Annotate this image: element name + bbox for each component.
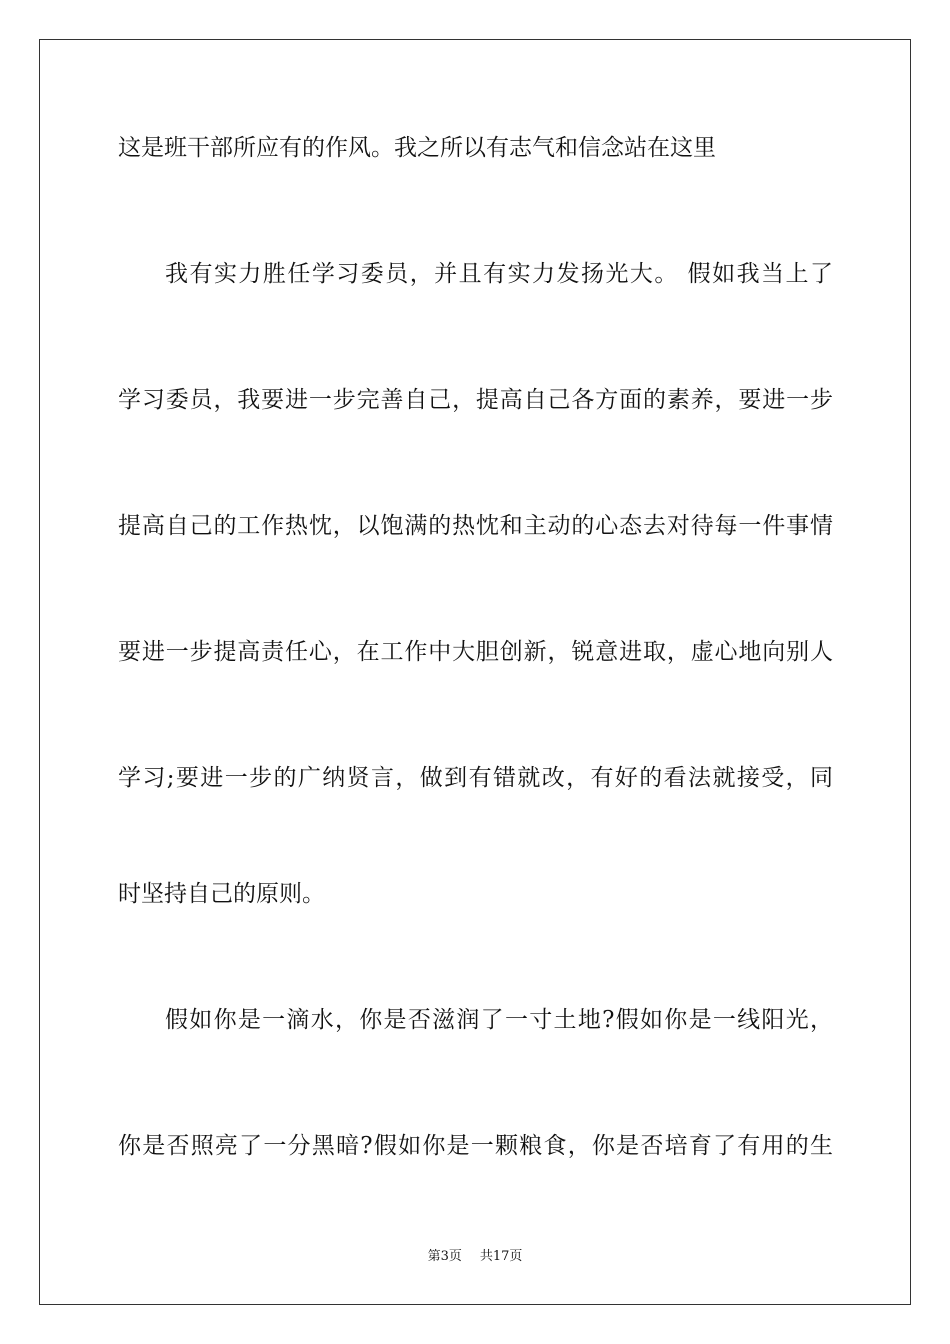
body-text-line: 时坚持自己的原则。 xyxy=(118,881,325,907)
body-text-line: 你是否照亮了一分黑暗?假如你是一颗粮食，你是否培育了有用的生 xyxy=(118,1133,833,1159)
body-text-line: 这是班干部所应有的作风。我之所以有志气和信念站在这里 xyxy=(118,135,716,161)
body-text-line: 要进一步提高责任心，在工作中大胆创新，锐意进取，虚心地向别人 xyxy=(118,639,833,665)
page-total: 共17页 xyxy=(479,1249,523,1264)
body-text-line: 学习委员，我要进一步完善自己，提高自己各方面的素养，要进一步 xyxy=(118,387,833,413)
page-frame xyxy=(39,39,911,1305)
body-text-line: 假如你是一滴水，你是否滋润了一寸土地?假如你是一线阳光， xyxy=(165,1007,833,1033)
page-footer xyxy=(0,1248,950,1266)
body-text-line: 我有实力胜任学习委员，并且有实力发扬光大。 假如我当上了 xyxy=(165,261,833,287)
body-text-line: 学习;要进一步的广纳贤言，做到有错就改，有好的看法就接受，同 xyxy=(118,765,833,791)
body-text-line: 提高自己的工作热忱，以饱满的热忱和主动的心态去对待每一件事情 xyxy=(118,513,833,539)
page-number: 第3页 xyxy=(427,1249,462,1264)
